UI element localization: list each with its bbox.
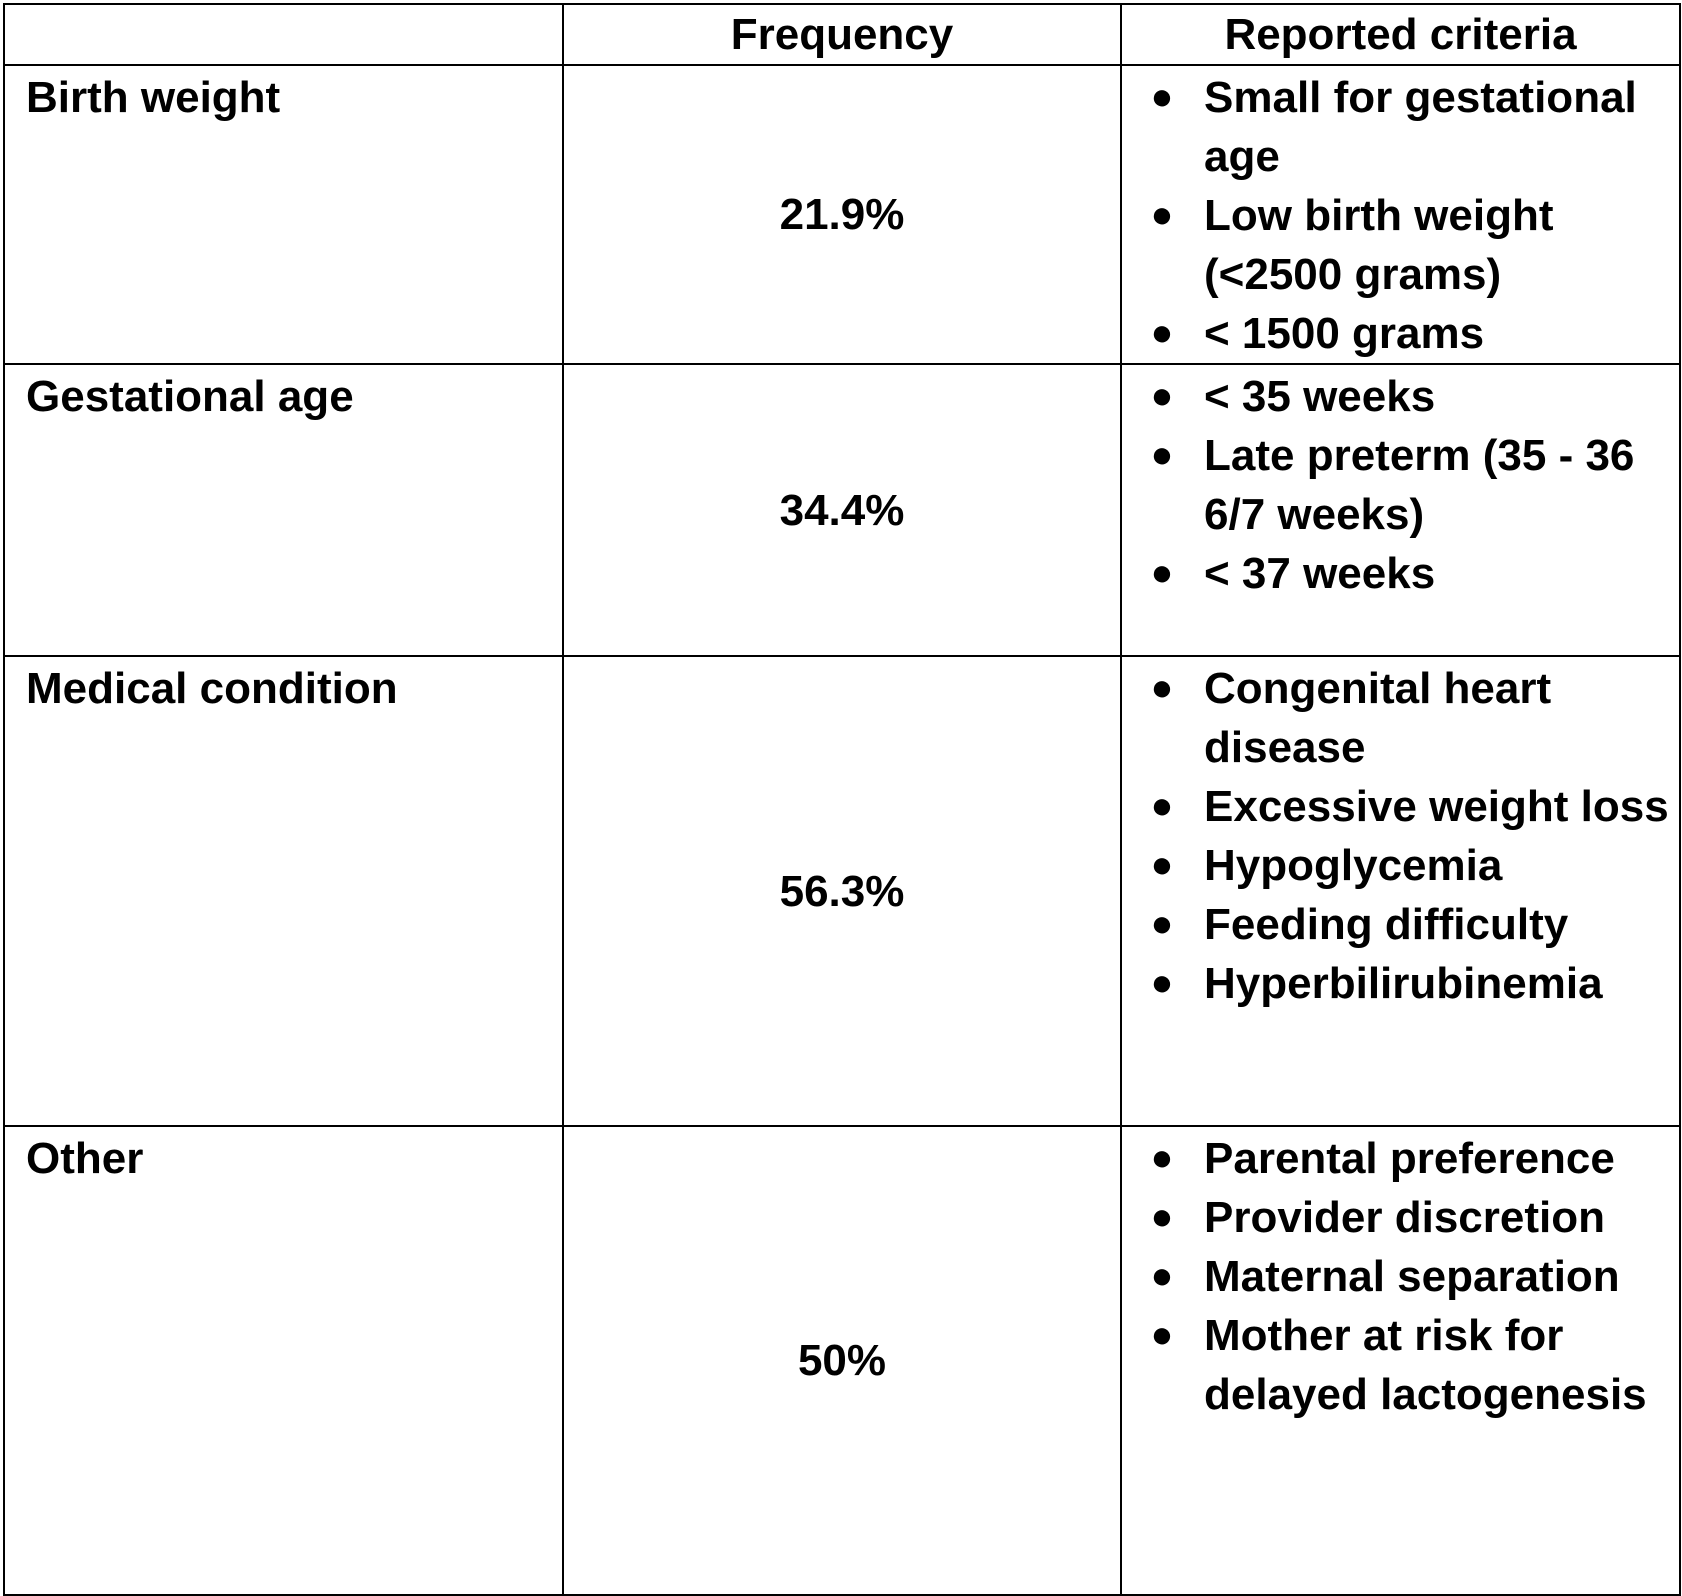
bullet-icon: ● — [1150, 194, 1174, 236]
frequency-cell: 56.3% — [563, 656, 1121, 1126]
list-item — [1122, 1188, 1679, 1247]
category-cell: Birth weight — [4, 65, 563, 364]
criterion-text: Provider discretion — [1204, 1193, 1606, 1242]
list-item — [1122, 544, 1679, 603]
list-item — [1122, 954, 1679, 1013]
criteria-table — [3, 3, 1681, 1596]
criterion-text: Hypoglycemia — [1204, 841, 1503, 890]
criteria-list — [1122, 1129, 1679, 1424]
bullet-icon: ● — [1150, 1137, 1174, 1179]
bullet-icon: ● — [1150, 785, 1174, 827]
table-row — [4, 656, 1680, 1126]
criteria-cell — [1121, 364, 1680, 656]
criteria-list — [1122, 659, 1679, 1013]
bullet-icon: ● — [1150, 312, 1174, 354]
frequency-cell: 34.4% — [563, 364, 1121, 656]
criterion-text: < 1500 grams — [1204, 309, 1485, 358]
header-row — [4, 4, 1680, 65]
list-item — [1122, 426, 1679, 544]
criteria-cell — [1121, 656, 1680, 1126]
bullet-icon: ● — [1150, 1314, 1174, 1356]
criterion-text: Hyperbilirubinemia — [1204, 959, 1603, 1008]
frequency-cell: 50% — [563, 1126, 1121, 1595]
list-item — [1122, 304, 1679, 363]
criterion-text: Maternal separation — [1204, 1252, 1620, 1301]
criterion-text: Low birth weight (<2500 grams) — [1204, 191, 1554, 299]
list-item — [1122, 836, 1679, 895]
table-row — [4, 364, 1680, 656]
list-item — [1122, 186, 1679, 304]
category-cell: Gestational age — [4, 364, 563, 656]
list-item — [1122, 659, 1679, 777]
criteria-cell — [1121, 1126, 1680, 1595]
criterion-text: Parental preference — [1204, 1134, 1615, 1183]
list-item — [1122, 367, 1679, 426]
list-item — [1122, 1129, 1679, 1188]
bullet-icon: ● — [1150, 962, 1174, 1004]
list-item — [1122, 895, 1679, 954]
criteria-list — [1122, 68, 1679, 363]
criterion-text: Late preterm (35 - 36 6/7 weeks) — [1204, 431, 1635, 539]
header-frequency: Frequency — [563, 4, 1121, 65]
criterion-text: Mother at risk for delayed lactogenesis — [1204, 1311, 1647, 1419]
category-cell: Medical condition — [4, 656, 563, 1126]
criteria-cell — [1121, 65, 1680, 364]
bullet-icon: ● — [1150, 1196, 1174, 1238]
criteria-list — [1122, 367, 1679, 603]
table-row — [4, 65, 1680, 364]
bullet-icon: ● — [1150, 903, 1174, 945]
criterion-text: < 37 weeks — [1204, 549, 1436, 598]
table-row — [4, 1126, 1680, 1595]
criterion-text: Feeding difficulty — [1204, 900, 1569, 949]
category-cell: Other — [4, 1126, 563, 1595]
bullet-icon: ● — [1150, 844, 1174, 886]
header-reported-criteria: Reported criteria — [1121, 4, 1680, 65]
list-item — [1122, 1306, 1679, 1424]
list-item — [1122, 777, 1679, 836]
header-empty-cell — [4, 4, 563, 65]
bullet-icon: ● — [1150, 667, 1174, 709]
list-item — [1122, 1247, 1679, 1306]
bullet-icon: ● — [1150, 76, 1174, 118]
list-item — [1122, 68, 1679, 186]
criterion-text: Congenital heart disease — [1204, 664, 1552, 772]
criterion-text: < 35 weeks — [1204, 372, 1436, 421]
criterion-text: Small for gestational age — [1204, 73, 1637, 181]
bullet-icon: ● — [1150, 552, 1174, 594]
bullet-icon: ● — [1150, 375, 1174, 417]
bullet-icon: ● — [1150, 434, 1174, 476]
criterion-text: Excessive weight loss — [1204, 782, 1669, 831]
frequency-cell: 21.9% — [563, 65, 1121, 364]
bullet-icon: ● — [1150, 1255, 1174, 1297]
